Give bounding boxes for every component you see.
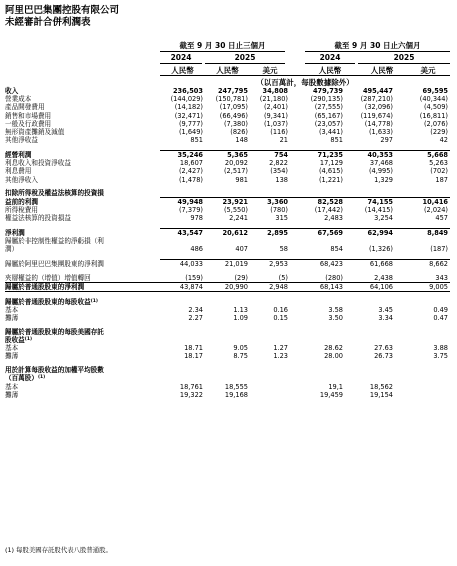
row-label: 利息費用 [5, 167, 32, 176]
table-row [5, 167, 450, 175]
value-cell: 21,019 [205, 260, 250, 269]
value-cell: (702) [430, 167, 448, 176]
value-cell: (7,380) [223, 119, 248, 128]
value-cell: (17,442) [314, 206, 343, 215]
value-cell [395, 328, 450, 336]
value-cell: (354) [270, 167, 288, 176]
value-cell: (119,674) [360, 111, 393, 120]
value-cell: 26.73 [374, 352, 393, 361]
value-cell: (144,029) [170, 95, 203, 104]
currency-header: 人民幣 [370, 66, 394, 75]
value-cell [345, 328, 395, 336]
table-row [5, 366, 450, 374]
value-cell: 851 [190, 136, 203, 145]
value-cell: 2.34 [188, 305, 203, 314]
value-cell: 21 [279, 136, 288, 145]
year-header: 2024 [319, 53, 341, 62]
value-cell: 1.27 [273, 344, 288, 353]
value-cell: (1,326) [368, 245, 393, 254]
value-cell: 43,547 [160, 229, 205, 238]
value-cell [160, 366, 205, 374]
value-cell: (1,633) [368, 128, 393, 137]
value-cell: 20,990 [205, 283, 250, 292]
value-cell: (2,427) [178, 167, 203, 176]
value-cell: 2,438 [374, 273, 393, 282]
row-label: 一般及行政費用 [5, 119, 52, 128]
currency-header: 美元 [262, 66, 278, 75]
value-cell [250, 374, 290, 382]
value-cell [250, 237, 290, 245]
value-cell: 82,528 [290, 197, 345, 206]
value-cell [160, 189, 205, 197]
value-cell: (4,995) [368, 167, 393, 176]
year-rule [205, 63, 285, 64]
income-statement-table [5, 87, 450, 399]
table-row [5, 103, 450, 111]
period-3m-rule [160, 51, 285, 52]
value-cell [250, 383, 290, 391]
value-cell: (21,180) [259, 95, 288, 104]
value-cell: 18,555 [224, 382, 248, 391]
value-cell: (4,615) [318, 167, 343, 176]
value-cell: 407 [235, 245, 248, 254]
row-label: 用於計算每股收益的加權平均股數 [5, 366, 104, 375]
value-cell: (229) [430, 128, 448, 137]
table-row [5, 283, 450, 292]
value-cell [290, 366, 345, 374]
value-cell: (290,135) [310, 95, 343, 104]
value-cell: (23,057) [314, 119, 343, 128]
value-cell [345, 366, 395, 374]
value-cell: (826) [230, 128, 248, 137]
value-cell [160, 374, 205, 382]
value-cell: 2,953 [250, 260, 290, 269]
value-cell: (9,777) [178, 119, 203, 128]
value-cell [250, 189, 290, 197]
value-cell [345, 336, 395, 344]
row-label: 無形資產攤銷及減值 [5, 128, 65, 137]
value-cell: 2,948 [250, 283, 290, 292]
value-cell: (2,401) [263, 103, 288, 112]
value-cell: 40,353 [345, 150, 395, 159]
value-cell: 9.05 [233, 344, 248, 353]
row-label: 基本 [5, 382, 19, 391]
value-cell [205, 366, 250, 374]
value-cell [160, 336, 205, 344]
value-cell: 71,235 [290, 150, 345, 159]
value-cell [290, 328, 345, 336]
value-cell: 42 [439, 136, 448, 145]
value-cell: 315 [275, 214, 288, 223]
row-label: 夾層權益的（增值）增值轉回 [5, 273, 91, 282]
value-cell: (116) [270, 128, 288, 137]
value-cell: 2,822 [269, 159, 288, 168]
value-cell [250, 328, 290, 336]
row-label: 益前的利潤 [5, 197, 38, 206]
value-cell: 20,092 [224, 159, 248, 168]
value-cell: 1.23 [273, 352, 288, 361]
value-cell [395, 237, 450, 245]
value-cell: 0.15 [273, 314, 288, 323]
footnote: (1) 每股美國存託股代表八股普通股。 [5, 546, 112, 554]
table-row [5, 314, 450, 322]
value-cell: 8.75 [233, 352, 248, 361]
row-label: 所得稅費用 [5, 206, 38, 215]
table-row [5, 95, 450, 103]
value-cell: 479,739 [312, 87, 343, 95]
row-label: 權益法核算的投資損益 [5, 214, 71, 223]
period-3m-header: 截至 9 月 30 日止三個月 [179, 41, 266, 50]
value-cell: 18.17 [184, 352, 203, 361]
value-cell: 187 [435, 175, 448, 184]
value-cell: (14,778) [364, 119, 393, 128]
value-cell: 236,503 [172, 87, 203, 95]
value-cell [345, 237, 395, 245]
value-cell [290, 374, 345, 382]
table-row [5, 150, 450, 159]
row-label: 銷售和市場費用 [5, 111, 52, 120]
value-cell: 5,263 [429, 159, 448, 168]
footnote-ref: (1) [24, 337, 33, 343]
value-cell: (159) [185, 273, 203, 282]
value-cell: 457 [435, 214, 448, 223]
value-cell: 3.34 [378, 314, 393, 323]
value-cell: (66,496) [219, 111, 248, 120]
value-cell: 68,143 [290, 283, 345, 292]
value-cell [205, 374, 250, 382]
value-cell: 35,246 [160, 150, 205, 159]
value-cell: 19,1 [328, 382, 343, 391]
row-label: 歸屬於普通股股東的淨利潤 [5, 283, 160, 292]
value-cell: 3.88 [433, 344, 448, 353]
value-cell: 2,895 [250, 229, 290, 238]
table-row [5, 197, 450, 206]
row-label: 基本 [5, 305, 19, 314]
value-cell [205, 298, 250, 306]
value-cell: (2,517) [223, 167, 248, 176]
footnote-ref: (1) [90, 298, 98, 304]
value-cell: (17,095) [219, 103, 248, 112]
value-cell: 17,129 [319, 159, 343, 168]
value-cell: 19,154 [369, 390, 393, 399]
row-label: 收入 [5, 87, 19, 95]
value-cell: 19,322 [179, 390, 203, 399]
value-cell: 343 [435, 273, 448, 282]
row-label: 歸屬於非控制性權益的淨虧損（利 [5, 237, 104, 246]
value-cell: (1,478) [178, 175, 203, 184]
value-cell: (29) [234, 273, 248, 282]
value-cell: (16,811) [419, 111, 448, 120]
value-cell: 854 [330, 245, 343, 254]
table-row [5, 159, 450, 167]
row-label: 潤） [5, 245, 19, 254]
value-cell: 754 [250, 150, 290, 159]
table-row [5, 214, 450, 222]
value-cell: 28.00 [324, 352, 343, 361]
value-cell: 67,569 [290, 229, 345, 238]
value-cell: 5,365 [205, 150, 250, 159]
value-cell [250, 336, 290, 344]
value-cell: 495,447 [362, 87, 393, 95]
table-row [5, 120, 450, 128]
value-cell [395, 383, 450, 391]
value-cell: 247,795 [217, 87, 248, 95]
value-cell: 2.27 [188, 314, 203, 323]
value-cell: 58 [279, 245, 288, 254]
value-cell: 27.63 [374, 344, 393, 353]
row-label: 歸屬於普通股股東的每股收益$^{(1)}$ [5, 297, 98, 306]
value-cell [160, 328, 205, 336]
value-cell: 28.62 [324, 344, 343, 353]
value-cell: 20,612 [205, 229, 250, 238]
table-row [5, 176, 450, 184]
value-cell: 69,595 [422, 87, 448, 95]
company-name: 阿里巴巴集團控股有限公司 [5, 5, 120, 16]
row-label: 其他淨收益 [5, 136, 38, 145]
currency-header: 人民幣 [216, 66, 239, 75]
value-cell: 5,668 [395, 150, 450, 159]
value-cell: 2,241 [229, 214, 248, 223]
value-cell [290, 189, 345, 197]
value-cell: 19,459 [319, 390, 343, 399]
currency-header: 美元 [420, 66, 436, 75]
table-row [5, 391, 450, 399]
table-row [5, 260, 450, 269]
value-cell: (287,210) [360, 95, 393, 104]
row-label: 攤薄 [5, 352, 19, 361]
value-cell: 1.13 [233, 305, 248, 314]
value-cell: 3.45 [378, 305, 393, 314]
value-cell: (27,555) [314, 103, 343, 112]
value-cell: (2,024) [423, 206, 448, 215]
value-cell: 43,874 [160, 283, 205, 292]
value-cell: (40,344) [419, 95, 448, 104]
value-cell: 138 [275, 175, 288, 184]
row-label: 基本 [5, 344, 19, 353]
value-cell: (9,341) [263, 111, 288, 120]
row-label: 淨利潤 [5, 229, 25, 238]
value-cell: 18.71 [184, 344, 203, 353]
value-cell [160, 298, 205, 306]
currency-header: 人民幣 [318, 66, 342, 75]
row-label: 股收益$^{(1)}$ [5, 336, 33, 345]
value-cell: 64,106 [345, 283, 395, 292]
value-cell: (3,441) [318, 128, 343, 137]
value-cell [395, 366, 450, 374]
table-row [5, 328, 450, 336]
value-cell: (14,182) [174, 103, 203, 112]
value-cell: 148 [235, 136, 248, 145]
table-row [5, 128, 450, 136]
value-cell: (32,096) [364, 103, 393, 112]
value-cell: 23,921 [205, 197, 250, 206]
value-cell: (280) [325, 273, 343, 282]
table-row [5, 87, 450, 95]
value-cell: 18,761 [179, 382, 203, 391]
table-row [5, 112, 450, 120]
table-row [5, 352, 450, 360]
table-row [5, 136, 450, 144]
value-cell: 851 [330, 136, 343, 145]
value-cell: 1,329 [374, 175, 393, 184]
value-cell: 0.47 [433, 314, 448, 323]
value-cell: (7,379) [178, 206, 203, 215]
value-cell: (32,471) [174, 111, 203, 120]
value-cell: (4,509) [423, 103, 448, 112]
table-row [5, 374, 450, 382]
value-cell [290, 336, 345, 344]
value-cell [395, 391, 450, 399]
row-label: 扣除所得稅及權益法核算的投資損 [5, 189, 104, 198]
table-row [5, 383, 450, 391]
value-cell: 486 [190, 245, 203, 254]
row-label: 產品開發費用 [5, 103, 45, 112]
year-rule [305, 63, 355, 64]
value-cell [205, 189, 250, 197]
value-cell [395, 298, 450, 306]
value-cell: 74,155 [345, 197, 395, 206]
unit-note: （以百萬計，每股數據除外） [256, 78, 354, 87]
value-cell: 8,662 [395, 260, 450, 269]
value-cell: (1,221) [318, 175, 343, 184]
year-rule [160, 63, 202, 64]
value-cell: 18,607 [179, 159, 203, 168]
value-cell: (5) [278, 273, 288, 282]
row-label: 攤薄 [5, 314, 19, 323]
row-label: 經營利潤 [5, 150, 32, 159]
table-row [5, 245, 450, 253]
table-row [5, 306, 450, 314]
table-row [5, 336, 450, 344]
value-cell: (65,167) [314, 111, 343, 120]
value-cell [345, 298, 395, 306]
value-cell: (1,649) [178, 128, 203, 137]
value-cell: 68,423 [290, 260, 345, 269]
value-cell: 1.09 [233, 314, 248, 323]
value-cell: 2,483 [324, 214, 343, 223]
footnote-ref: (1) [37, 375, 46, 381]
year-header: 2024 [170, 53, 192, 62]
row-label: 攤薄 [5, 390, 19, 399]
value-cell: (187) [430, 245, 448, 254]
statement-title: 未經審計合併利潤表 [5, 17, 91, 28]
value-cell: 34,808 [262, 87, 288, 95]
value-cell: 0.16 [273, 305, 288, 314]
value-cell [345, 374, 395, 382]
value-cell: 19,168 [224, 390, 248, 399]
value-cell: 61,668 [345, 260, 395, 269]
value-cell: (2,076) [423, 119, 448, 128]
value-cell: (780) [270, 206, 288, 215]
value-cell: 44,033 [160, 260, 205, 269]
value-cell [290, 298, 345, 306]
value-cell [395, 374, 450, 382]
period-6m-header: 截至 9 月 30 日止六個月 [334, 41, 421, 50]
value-cell: 8,849 [395, 229, 450, 238]
value-cell: (1,037) [263, 119, 288, 128]
year-header: 2025 [393, 53, 415, 62]
value-cell [250, 366, 290, 374]
row-label: 營業成本 [5, 95, 32, 104]
value-cell: (5,550) [223, 206, 248, 215]
value-cell: 3.58 [328, 305, 343, 314]
value-cell [250, 391, 290, 399]
row-label: （百萬股）$^{(1)}$ [5, 374, 46, 383]
table-row [5, 274, 450, 283]
row-label: 歸屬於阿里巴巴集團股東的淨利潤 [5, 260, 104, 269]
value-cell: 3.75 [433, 352, 448, 361]
value-cell: 297 [380, 136, 393, 145]
year-rule [358, 63, 450, 64]
period-6m-rule [305, 51, 450, 52]
value-cell [345, 189, 395, 197]
value-cell: 62,994 [345, 229, 395, 238]
value-cell [250, 298, 290, 306]
row-label: 利息收入和投資淨收益 [5, 159, 71, 168]
value-cell: (150,781) [215, 95, 248, 104]
table-row [5, 229, 450, 238]
value-cell: 981 [235, 175, 248, 184]
value-cell [395, 189, 450, 197]
table-row [5, 189, 450, 197]
table-row [5, 237, 450, 245]
row-label: 其他淨收入 [5, 175, 38, 184]
value-cell [160, 237, 205, 245]
table-row [5, 298, 450, 306]
value-cell: 0.49 [433, 305, 448, 314]
value-cell: 978 [190, 214, 203, 223]
row-label: 歸屬於普通股股東的每股美國存託 [5, 327, 104, 336]
value-cell: 3,360 [250, 197, 290, 206]
value-cell: 3.50 [328, 314, 343, 323]
table-row [5, 344, 450, 352]
currency-header: 人民幣 [171, 66, 194, 75]
value-cell: 18,562 [369, 382, 393, 391]
value-cell [205, 328, 250, 336]
value-cell: 49,948 [160, 197, 205, 206]
value-cell [205, 336, 250, 344]
year-header: 2025 [234, 53, 256, 62]
value-cell: 10,416 [395, 197, 450, 206]
value-cell [205, 237, 250, 245]
table-row [5, 206, 450, 214]
value-cell: 3,254 [374, 214, 393, 223]
currency-rule [160, 75, 450, 76]
value-cell [290, 237, 345, 245]
value-cell [395, 336, 450, 344]
value-cell: 9,005 [395, 283, 450, 292]
value-cell: (14,415) [364, 206, 393, 215]
value-cell: 37,468 [369, 159, 393, 168]
